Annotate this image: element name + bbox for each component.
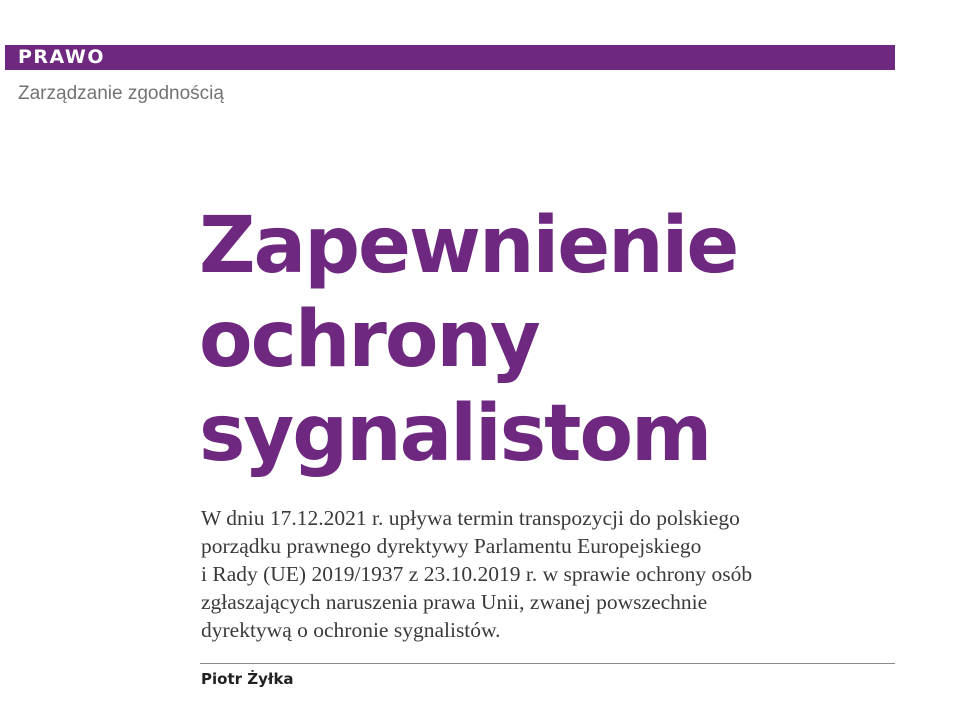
author-name: Piotr Żyłka (201, 670, 294, 688)
author-divider (200, 663, 895, 664)
title-line: sygnalistom (199, 389, 711, 479)
lead-line: porządku prawnego dyrektywy Parlamentu Europejskiego (201, 534, 702, 558)
lead-line: dyrektywą o ochronie sygnalistów. (201, 618, 501, 642)
title-line: ochrony (199, 295, 539, 385)
lead-line: zgłaszających naruszenia prawa Unii, zwanej powszechnie (201, 590, 708, 614)
article-title (199, 199, 737, 481)
section-bar (5, 45, 895, 70)
subsection-title: Zarządzanie zgodnością (18, 83, 224, 104)
lead-line: W dniu 17.12.2021 r. upływa termin transpozycji do polskiego (201, 506, 740, 530)
article-lead (201, 504, 901, 644)
lead-line: i Rady (UE) 2019/1937 z 23.10.2019 r. w sprawie ochrony osób (201, 562, 753, 586)
section-label: PRAWO (18, 46, 106, 68)
title-line: Zapewnienie (199, 201, 738, 291)
